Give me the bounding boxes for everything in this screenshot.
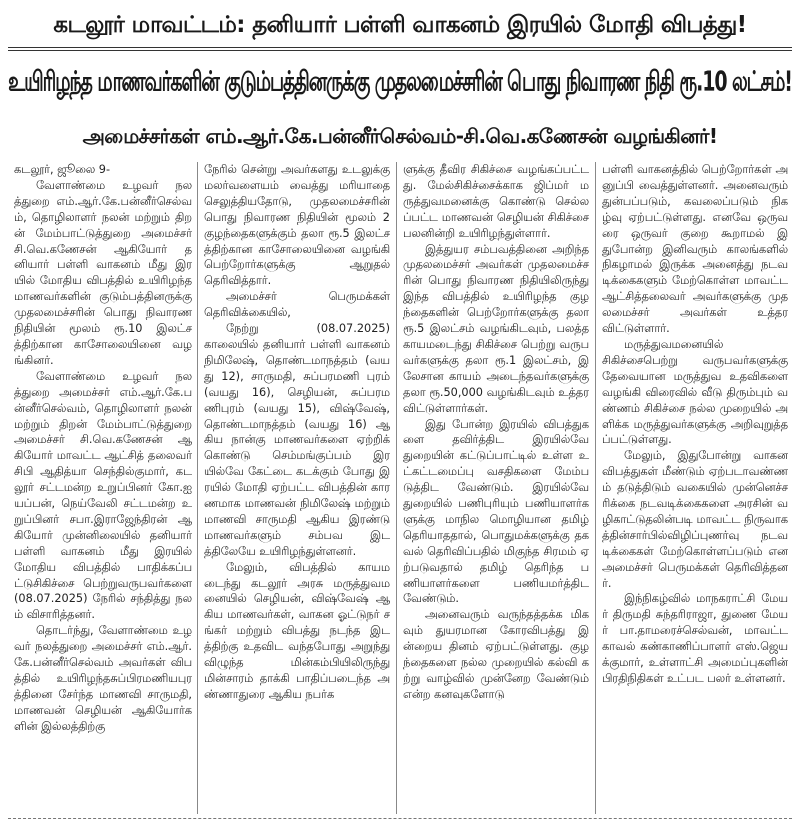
article-paragraph: வேளாண்மை உழவர் நலத்துறை எம்.ஆர்.கே.பன்னீர்செல்வம், தொழிலாளர் நலன் மற்றும் திறன் மேம்பாட்டுத்துறை அமைச்சர் சி.வெ.கணேசன் ஆகியோர் தனியார் பள்ளி வாகனம் மீது இரயில் மோதிய விபத்தில் உயிரிழந்த மாணவர்களின் குடும்பத்தினருக்கு முதலமைச்சரின் பொது நிவாரண நிதியின் மூலம் ரூ.10 இலட்சத்திற்கான காசோலையினை வழங்கினர்.: [14, 178, 192, 367]
footer-divider: [8, 818, 792, 825]
column-divider: [197, 162, 198, 814]
article-column-3: [403, 162, 589, 814]
article-paragraph: நேரில் சென்று அவர்களது உடலுக்கு மலர்வளையம் வைத்து மரியாதை செலுத்தியதோடு, முதலமைச்சரின் பொது நிவாரண நிதியின் மூலம் 2 குழந்தைகளுக்கும் தலா ரூ.5 இலட்சத்திற்கான காசோலையினை வழங்கி பெற்றோர்களுக்கு ஆறுதல் தெரிவித்தார்.: [204, 163, 390, 288]
article-paragraph: பள்ளி வாகனத்தில் பெற்றோர்கள் அனுப்பி வைத்துள்ளனர். அனைவரும் துன்பப்படும், கவலைப்படும் நிகழ்வு ஏற்பட்டுள்ளது. எனவே ஒருவரை ஒருவர் குறை கூறாமல் இதுபோன்ற இனிவரும் காலங்களில் நிகழாமல் இருக்க அனைத்து நடவடிக்கைகளும் மேற்கொள்ள மாவட்ட ஆட்சித்தலைவர் அவர்களுக்கு முதலமைச்சர் அவர்கள் உத்தரவிட்டுள்ளார்.: [602, 163, 788, 336]
column-divider: [396, 162, 397, 814]
article-paragraph: ளுக்கு தீவிர சிகிச்சை வழங்கப்பட்டது. மேல்சிகிச்சைக்காக ஜிப்மர் மருத்துவமனைக்கு கொண்டு செல்லப்பட்ட மாணவன் செழியன் சிகிச்சை பலனின்றி உயிரிழந்துள்ளார்.: [403, 163, 589, 240]
article-paragraph: இது போன்ற இரயில் விபத்துகளை தவிர்த்திட இரயில்வே துறையின் கட்டுப்பாட்டில் உள்ள உட்கட்டமைப்பு வசதிகளை மேம்படுத்திட வேண்டும். இரயில்வே துறையில் பணிபுரியும் பணியாளர்களுக்கு மாநில மொழியான தமிழ் தெரியாததால், பொதுமக்களுக்கு தகவல் தெரிவிப்பதில் மிகுந்த சிரமம் ஏற்படுவதால் தமிழ் தெரிந்த பணியாளர்களை பணியமர்த்திட வேண்டும்.: [403, 417, 589, 606]
article-paragraph: நேற்று (08.07.2025) காலையில் தனியார் பள்ளி வாகனம் நிமிலேஷ், தொண்டமாநத்தம் (வயது 12), சாருமதி, சுப்பரமணி புரம் (வயது 16), செழியன், சுப்பரமணிபுரம் (வயது 15), விஷ்வேஷ், தொண்டமாநத்தம் (வயது 16) ஆகிய நான்கு மாணவர்களை ஏற்றிக் கொண்டு செம்மங்குப்பம் இரயில்வே கேட்டை கடக்கும் போது இரயில் மோதி ஏற்பட்ட விபத்தின் காரணமாக மாணவன் நிமிலேஷ் மற்றும் மாணவி சாருமதி ஆகிய இரண்டு மாணவர்களும் சம்பவ இடத்திலேயே உயிரிழந்துள்ளனர்.: [204, 322, 390, 558]
article-paragraph: இத்துயர சம்பவத்தினை அறிந்த முதலமைச்சர் அவர்கள் முதலமைச்சரின் பொது நிவாரண நிதியிலிருந்து இந்த விபத்தில் உயிரிழந்த குழந்தைகளின் பெற்றோர்களுக்கு தலா ரூ.5 இலட்சம் வழங்கிடவும், பலத்த காயமடைந்து சிகிச்சை பெற்று வருபவர்களுக்கு தலா ரூ.1 இலட்சம், இலேசான காயம் அடைந்தவர்களுக்கு தலா ரூ.50,000 வழங்கிடவும் உத்தரவிட்டுள்ளார்கள்.: [403, 242, 589, 415]
article-paragraph: இந்நிகழ்வில் மாநகராட்சி மேயர் திருமதி சுந்தரிராஜா, துணை மேயர் பா.தாமரைச்செல்வன், மாவட்ட காவல் கண்காணிப்பாளர் எஸ்.ஜெயக்குமார், உள்ளாட்சி அமைப்புகளின் பிரதிநிதிகள் உட்பட பலர் உள்ளனர்.: [602, 592, 788, 685]
article-paragraph: வேளாண்மை உழவர் நலத்துறை அமைச்சர் எம்.ஆர்.கே.பன்னீர்செல்வம், தொழிலாளர் நலன் மற்றும் திறன் மேம்பாட்டுத்துறை அமைச்சர் சி.வெ.கணேசன் ஆகியோர் மாவட்ட ஆட்சித் தலைவர் சிபி ஆதித்யா செந்தில்குமார், கடலூர் சட்டமன்ற உறுப்பினர் கோ.ஐயப்பன், நெய்வேலி சட்டமன்ற உறுப்பினர் சபா.இராஜேந்திரன் ஆகியோர் முன்னிலையில் தனியார் பள்ளி வாகனம் மீது இரயில் மோதிய விபத்தில் பாதிக்கப்பட்டுசிகிச்சை பெற்றுவருபவர்களை (08.07.2025) நேரில் சந்தித்து நலம் விசாரித்தனர்.: [14, 369, 192, 622]
article-paragraph: தொடர்ந்து, வேளாண்மை உழவர் நலத்துறை அமைச்சர் எம்.ஆர்.கே.பன்னீர்செல்வம் அவர்கள் விபத்தில் உயிரிழந்தசுப்பிரமணியபுரத்தினை சேர்ந்த மாணவி சாருமதி, மாணவன் செழியன் ஆகியோர்களின் இல்லத்திற்கு: [14, 624, 192, 733]
article-column-2: [204, 162, 390, 814]
article-column-1: [14, 162, 192, 814]
article-paragraph: அனைவரும் வருந்தத்தக்க மிகவும் துயரமான கோரவிபத்து இன்றைய தினம் ஏற்பட்டுள்ளது. குழந்தைகளை நல்ல முறையில் கல்வி கற்று வாழ்வில் முன்னேற வேண்டும் என்ற கனவுகளோடு: [403, 608, 589, 701]
article-paragraph: மருத்துவமனையில் சிகிச்சைபெற்று வருபவர்களுக்கு தேவையான மருத்துவ உதவிகளை வழங்கி விரைவில் வீடு திரும்பும் வண்ணம் சிகிச்சை நல்ல முறையில் அளிக்க மருத்துவர்களுக்கு அறிவுறுத்தப்பட்டுள்ளது.: [602, 337, 788, 447]
headline-district: கடலூர் மாவட்டம்: தனியார் பள்ளி வாகனம் இரயில் மோதி விபத்து!: [53, 12, 747, 38]
article-column-4: [602, 162, 788, 814]
column-divider: [595, 162, 596, 814]
headline-main: உயிரிழந்த மாணவர்களின் குடும்பத்தினருக்கு முதலமைச்சரின் பொது நிவாரண நிதி ரூ.10 லட்சம்!: [8, 66, 792, 98]
dateline: கடலூர், ஜூலை 9-: [14, 163, 111, 176]
headline-ministers: அமைச்சர்கள் எம்.ஆர்.கே.பன்னீர்செல்வம்-சி.வெ.கணேசன் வழங்கினர்!: [82, 124, 718, 148]
article-paragraph: அமைச்சர் பெருமக்கள் தெரிவிக்கையில்,: [204, 290, 390, 320]
article-paragraph: மேலும், விபத்தில் காயமடைந்து கடலூர் அரசு மருத்துவமனையில் செழியன், விஷ்வேஷ் ஆகிய மாணவர்கள், வாகன ஓட்டுநர் சங்கர் மற்றும் விபத்து நடந்த இடத்திற்கு உதவிட வந்தபோது அறுந்து விழுந்த மின்கம்பியிலிருந்து மின்சாரம் தாக்கி பாதிப்படைந்த அண்ணாதுரை ஆகிய நபர்க: [204, 560, 390, 701]
article-paragraph: மேலும், இதுபோன்று வாகன விபத்துகள் மீண்டும் ஏற்படாவண்ணம் தடுத்திடும் வகையில் முன்னெச்சரிக்கை நடவடிக்கைகளை அரசின் வழிகாட்டுதலின்படி மாவட்ட நிருவாகத்தின்சார்பில்விழிப்புணர்வு நடவடிக்கைகள் மேற்கொள்ளப்படும் என அமைச்சர் பெருமக்கள் தெரிவித்தனர்.: [602, 449, 788, 590]
